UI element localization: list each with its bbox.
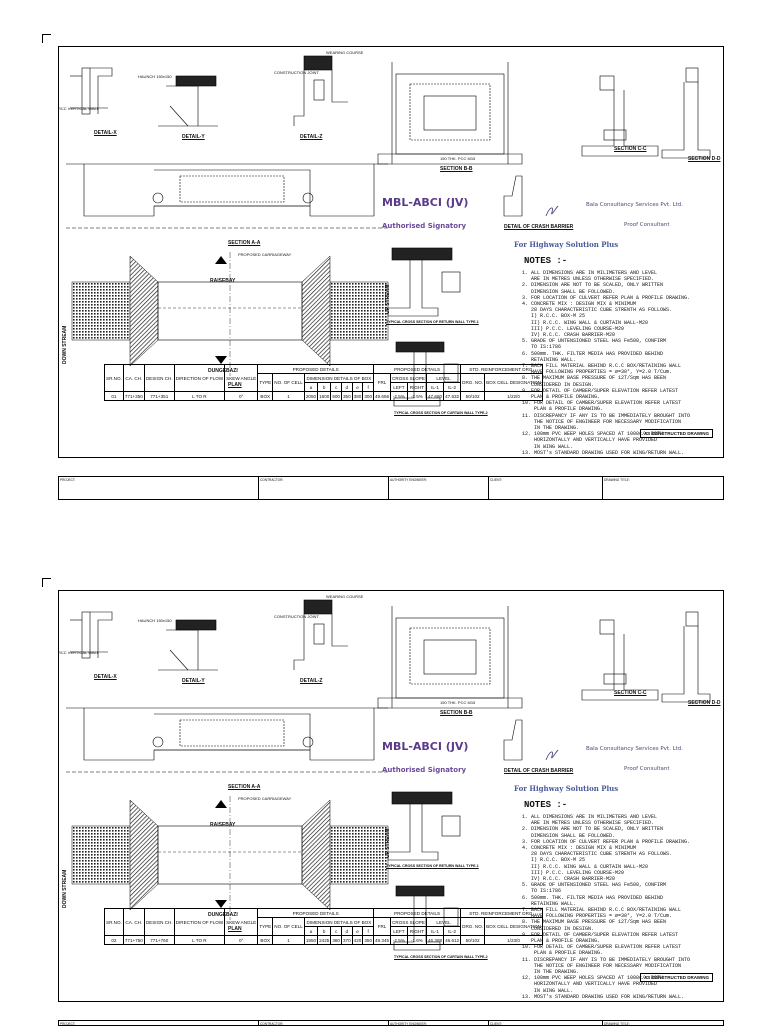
note-line: THE NOTICE OF ENGINEER FOR NECESSARY MODIFICATION [522,962,682,969]
th-box-cell: BOX CELL DESIGNATION [485,918,543,936]
label-detail-x: DETAIL-X [94,674,117,680]
label-dungebazi: DUNGEBAZI [208,368,238,374]
note-line: IN WING WALL. [522,443,574,450]
label-construction-joint: CONSTRUCTION JOINT [274,614,319,619]
table-cell: 50/102 [461,936,485,945]
th-design-ch: DESIGN CH. [144,365,174,392]
th-direction: DIRECTION OF FLOW [174,909,224,936]
stamp-authorised-signatory: Authorised Signatory [382,766,467,774]
tb-contractor-label: CONTRACTOR: [260,478,284,482]
crash-barrier-drawing [504,720,522,760]
note-line: 13. MOST's STANDARD DRAWING USED FOR WING/RETURN WALL. [522,449,685,456]
table-cell: 771+750 [124,937,143,943]
note-line: CONSIDERED IN DESIGN. [522,381,595,388]
table-cell: 370 [342,937,351,943]
note-line: IV) R.C.C. CRASH BARRIER-M20 [522,876,616,883]
label-up-stream: UP STREAM [385,828,391,858]
label-section-cc: SECTION C-C [614,690,647,696]
note-line: 28 DAYS CHARACTERISTIC CUBE STRENTH AS FOLLOWS. [522,307,673,314]
label-section-bb: SECTION B-B [440,166,473,172]
th-a: a [304,383,317,392]
label-typical-cross-2: TYPICAL CROSS SECTION OF CURTAIN WALL TYPE-2 [394,411,488,415]
title-block-1 [58,476,724,500]
label-pcc: 150 THK. PCC M15 [440,156,476,161]
table-cell: -2.5% [391,392,408,401]
table-cell: 1950 [305,937,317,943]
note-line: 5. GRADE OF UNTENSIONED STEEL HAS Fe500, CONFIRM [522,338,667,345]
label-detail-z: DETAIL-Z [300,678,323,684]
th-group-proposed: PROPOSED DETAILS [258,909,374,918]
sheet-corner-mark [42,34,51,43]
note-line: 3. FOR LOCATION OF CULVERT REFER PLAN & PROFILE DRAWING. [522,838,691,845]
th-no-cell: NO. OF CELL [273,374,305,392]
th-left: LEFT [391,927,408,936]
th-left: LEFT [391,383,408,392]
note-line: III) P.C.C. LEVELING COURSE-M20 [522,869,625,876]
note-line: DIMENSION SHALL BE FOLLOWED. [522,832,616,839]
table-cell: 1/23/0 [485,936,543,945]
section-aa-drawing [66,708,388,772]
th-ca-ch: CA. CH. [123,365,144,392]
note-line: PLAN & PROFILE DRAWING. [522,406,604,413]
label-section-cc: SECTION C-C [614,146,647,152]
table-cell: 01 [105,392,124,401]
note-line: IN WING WALL. [522,987,574,994]
th-b: b [318,383,331,392]
note-line: TO IS:1786 [522,344,562,351]
table-cell: 380 [353,393,362,399]
th-f: f [363,927,374,936]
th-srno: SR.NO. [105,365,124,392]
label-plan: PLAN [228,382,242,388]
note-line: IV) R.C.C. CRASH BARRIER-M20 [522,332,616,339]
note-line: TO IS:1786 [522,888,562,895]
table-cell: 1600 [319,393,330,399]
table-cell: BOX [258,936,273,945]
note-line: 2. DIMENSION ARE NOT TO BE SCALED, ONLY WRITTEN [522,282,664,289]
label-haunch: HAUNCH 150x150 [138,618,172,623]
detail-z-drawing [294,56,348,126]
label-wearing-course: WEARING COURSE [326,594,364,599]
note-line: HAVE FOLLOWING PROPERTIES = ø=30°, Y=2.0 T/Cum. [522,369,673,376]
table-cell: 420 [353,937,362,943]
th-drg-no: DRG. NO. [461,918,485,936]
stamp-highway-solution-plus: For Highway Solution Plus [514,240,619,249]
note-line: 9. FOR DETAIL OF CAMBER/SUPER ELEVATION REFER LATEST [522,931,679,938]
th-right: RIGHT [407,383,426,392]
note-line: 7. BACK FILL MATERIAL BEHIND R.C.C BOX/RETAINING WALL [522,907,682,914]
table-cell: L TO R [174,936,224,945]
tb-client-label: CLIENT: [490,478,502,482]
drawing-sheet-2 [42,578,730,1010]
note-line: ARE IN METRES UNLESS OTHERWISE SPECIFIED. [522,276,655,283]
section-bb-drawing [378,606,522,708]
table-cell: 50/102 [461,392,485,401]
stamp-highway-solution-plus: For Highway Solution Plus [514,784,619,793]
table-cell: 1 [273,392,305,401]
note-line: DIMENSION SHALL BE FOLLOWED. [522,288,616,295]
note-line: THE NOTICE OF ENGINEER FOR NECESSARY MODIFICATION [522,418,682,425]
th-drg-no: DRG. NO. [461,374,485,392]
th-group-std: STD. REINFORCEMENT DRG. [461,909,543,918]
th-c: c [331,927,342,936]
table-row [105,392,543,401]
table-cell: 02 [105,936,124,945]
stamp-proof-consultant: Proof Consultant [624,766,670,772]
table-cell: 47.680 [428,393,443,399]
detail-z-drawing [294,600,348,670]
label-section-dd: SECTION D-D [688,700,721,706]
note-line: 8. THE MAXIMUM BASE PRESSURE OF 12T/Sqm HAS BEEN [522,375,667,382]
note-line: 10. FOR DETAIL OF CAMBER/SUPER ELEVATION REFER LATEST [522,944,682,951]
label-dungebazi: DUNGEBAZI [208,912,238,918]
label-section-aa: SECTION A-A [228,240,261,246]
plan-drawing [72,796,388,920]
th-skew: SKEW ANGLE [225,365,258,392]
table-cell: 300 [364,393,372,399]
th-il1: IL-1 [427,383,444,392]
tb-client [489,477,603,499]
table-cell: 49.656 [375,393,390,399]
table-cell: 49.345 [375,937,390,943]
th-b: b [318,927,331,936]
th-level: LEVEL [427,374,461,383]
note-line: PLAN & PROFILE DRAWING. [522,394,601,401]
th-a: a [304,927,317,936]
th-group-level: PROPOSED DETAILS [374,365,461,374]
label-detail-y: DETAIL-Y [182,134,205,140]
th-type: TYPE [258,374,273,392]
th-ca-ch: CA. CH. [123,909,144,936]
note-line: 1. ALL DIMENSIONS ARE IN MILIMETERS AND LEVEL [522,814,658,820]
th-design-ch: DESIGN CH. [144,909,174,936]
table-cell: 350 [342,393,351,399]
table-cell: -1.6% [407,936,426,945]
section-dd-drawing [662,612,710,702]
th-il1: IL-1 [427,927,444,936]
label-construction-joint: CONSTRUCTION JOINT [274,70,319,75]
th-group-proposed: PROPOSED DETAILS [258,365,374,374]
note-line: 3. FOR LOCATION OF CULVERT REFER PLAN & PROFILE DRAWING. [522,294,691,301]
detail-y-drawing [158,620,218,670]
label-raisebay: RAISEBAY [210,822,236,828]
signature-mark [544,204,560,218]
table-cell: 771+350 [124,393,143,399]
note-line: HORIZONTALLY AND VERTICALLY HAVE PROVIDED [522,981,658,988]
signature-mark [544,748,560,762]
label-detail-y: DETAIL-Y [182,678,205,684]
note-line: 6. 500mm. THK. FILTER MEDIA HAS PROVIDED BEHIND [522,894,664,901]
stamp-mbl-abci: MBL-ABCI (JV) [382,196,469,209]
label-crash-barrier: DETAIL OF CRASH BARRIER [504,768,574,774]
notes-title: NOTES :- [524,800,568,810]
culvert-details-table [104,908,543,945]
th-f: f [363,383,374,392]
label-section-bb: SECTION B-B [440,710,473,716]
note-line: ARE IN METRES UNLESS OTHERWISE SPECIFIED. [522,820,655,827]
table-cell: BOX [258,392,273,401]
label-section-aa: SECTION A-A [228,784,261,790]
th-group-std: STD. REINFORCEMENT DRG. [461,365,543,374]
label-rcc-vertical-wall: RCC VERTICAL WALL [58,650,99,655]
table-cell: 771+760 [144,936,174,945]
note-line: RETAINING WALL. [522,356,577,363]
detail-y-drawing [158,76,218,126]
note-line: 4. CONCRETE MIX : DESIGN MIX & MINIMUM [522,301,637,308]
tb2-project-label: PROJECT: [60,1022,76,1026]
label-plan: PLAN [228,926,242,932]
crash-barrier-drawing [504,176,522,216]
tb-contractor [259,477,389,499]
th-level: LEVEL [427,918,461,927]
stamp-bala-consultancy: Bala Consultancy Services Pvt. Ltd. [586,746,684,752]
stamp-authorised-signatory: Authorised Signatory [382,222,467,230]
note-line: 11. DISCREPANCY IF ANY IS TO BE IMMEDIATELY BROUGHT INTO [522,412,691,419]
label-typical-cross-1: TYPICAL CROSS SECTION OF RETURN WALL TYPE-1 [386,320,479,324]
th-cross-slope: CROSS SLOPE [392,375,425,381]
note-line: CONSIDERED IN DESIGN. [522,925,595,932]
note-line: 11. DISCREPANCY IF ANY IS TO BE IMMEDIATELY BROUGHT INTO [522,956,691,963]
table-cell: 1/22/0 [485,392,543,401]
th-c: c [331,383,342,392]
label-detail-x: DETAIL-X [94,130,117,136]
th-type: TYPE [258,918,273,936]
note-line: 5. GRADE OF UNTENSIONED STEEL HAS Fe500, CONFIRM [522,882,667,889]
table-cell: -2.5% [407,392,426,401]
th-skew: SKEW ANGLE [225,909,258,936]
stamp-mbl-abci: MBL-ABCI (JV) [382,740,469,753]
tb2-contractor-label: CONTRACTOR: [260,1022,284,1026]
th-box-cell: BOX CELL DESIGNATION [485,374,543,392]
table-cell: 500 [332,393,340,399]
title-block-2 [58,1020,724,1026]
section-cc-drawing [582,76,658,156]
label-proposed-carriageway: PROPOSED CARRIAGEWAY [238,252,292,257]
table-cell: 2425 [319,937,330,943]
note-line: II) R.C.C. WING WALL & CURTAIN WALL-M20 [522,319,649,326]
tb-drawing-label: DRAWING TITLE: [604,478,630,482]
stamp-bala-consultancy: Bala Consultancy Services Pvt. Ltd. [586,202,684,208]
th-e: e [352,383,363,392]
table-cell: 1 [273,936,305,945]
as-constructed-badge: AS CONSTRUCTED DRAWING [640,973,713,982]
table-cell: 0° [225,392,258,401]
th-srno: SR.NO. [105,909,124,936]
note-line: 12. 100mm PVC WEEP HOLES SPACED AT 1000c/c BOTH [522,975,664,982]
label-proposed-carriageway: PROPOSED CARRIAGEWAY [238,796,292,801]
th-group-level: PROPOSED DETAILS [374,909,461,918]
note-line: HAVE FOLLOWING PROPERTIES = ø=30°, Y=2.0 T/Cum. [522,913,673,920]
th-d: d [341,383,352,392]
th-d: d [341,927,352,936]
note-line: IN THE DRAWING. [522,425,580,432]
note-line: 13. MOST's STANDARD DRAWING USED FOR WING/RETURN WALL. [522,993,685,1000]
th-no-cell: NO. OF CELL [273,918,305,936]
sheet-corner-mark [42,578,51,587]
note-line: IN THE DRAWING. [522,969,580,976]
note-line: 8. THE MAXIMUM BASE PRESSURE OF 12T/Sqm HAS BEEN [522,919,667,926]
table-cell: 46.388 [428,937,443,943]
note-line: 12. 100mm PVC WEEP HOLES SPACED AT 1000c/c BOTH [522,431,664,438]
section-dd-drawing [662,68,710,158]
label-crash-barrier: DETAIL OF CRASH BARRIER [504,224,574,230]
note-line: HORIZONTALLY AND VERTICALLY HAVE PROVIDED [522,437,658,444]
table-cell: -2.5% [391,936,408,945]
note-line: I) R.C.C. BOX-M 25 [522,857,586,864]
table-cell: 47.632 [445,393,460,399]
th-right: RIGHT [407,927,426,936]
label-haunch: HAUNCH 150x150 [138,74,172,79]
as-constructed-badge: AS CONSTRUCTED DRAWING [640,429,713,438]
label-typical-cross-2: TYPICAL CROSS SECTION OF CURTAIN WALL TYPE-2 [394,955,488,959]
th-group-box: DIMENSION DETAILS OF BOX [304,374,373,383]
section-bb-drawing [378,62,522,164]
tb-authority [389,477,489,499]
label-typical-cross-1: TYPICAL CROSS SECTION OF RETURN WALL TYPE-1 [386,864,479,868]
label-up-stream: UP STREAM [385,284,391,314]
label-pcc: 150 THK. PCC M15 [440,700,476,705]
th-frl: FRL [374,918,391,936]
th-group-box: DIMENSION DETAILS OF BOX [304,918,373,927]
note-line: PLAN & PROFILE DRAWING. [522,938,601,945]
table-row [105,936,543,945]
label-rcc-vertical-wall: RCC VERTICAL WALL [58,106,99,111]
tb-project-label: PROJECT: [60,478,76,482]
stamp-proof-consultant: Proof Consultant [624,222,670,228]
table-cell: 380 [332,937,340,943]
tb-authority-label: AUTHORITY ENGINEER: [390,478,427,482]
note-line: 10. FOR DETAIL OF CAMBER/SUPER ELEVATION REFER LATEST [522,400,682,407]
note-line: 2. DIMENSION ARE NOT TO BE SCALED, ONLY WRITTEN [522,826,664,833]
tb-project [59,477,259,499]
note-line: I) R.C.C. BOX-M 25 [522,313,586,320]
tb2-drawing-label: DRAWING TITLE: [604,1022,630,1026]
section-aa-drawing [66,164,388,228]
table-cell: 46.612 [445,937,460,943]
drawing-sheet-1 [42,34,730,466]
th-direction: DIRECTION OF FLOW [174,365,224,392]
note-line: 9. FOR DETAIL OF CAMBER/SUPER ELEVATION REFER LATEST [522,387,679,394]
table-cell: 350 [364,937,372,943]
note-line: PLAN & PROFILE DRAWING. [522,950,604,957]
note-line: III) P.C.C. LEVELING COURSE-M20 [522,325,625,332]
label-detail-z: DETAIL-Z [300,134,323,140]
note-line: 1. ALL DIMENSIONS ARE IN MILIMETERS AND LEVEL [522,270,658,276]
th-frl: FRL [374,374,391,392]
plan-drawing [72,252,388,376]
th-e: e [352,927,363,936]
label-down-stream: DOWN STREAM [62,325,68,364]
note-line: 6. 500mm. THK. FILTER MEDIA HAS PROVIDED BEHIND [522,350,664,357]
label-wearing-course: WEARING COURSE [326,50,364,55]
note-line: II) R.C.C. WING WALL & CURTAIN WALL-M20 [522,863,649,870]
th-il2: IL-2 [444,927,461,936]
section-cc-drawing [582,620,658,700]
label-down-stream: DOWN STREAM [62,869,68,908]
th-il2: IL-2 [444,383,461,392]
th-cross-slope: CROSS SLOPE [392,919,425,925]
culvert-details-table [104,364,543,401]
table-cell: L TO R [174,392,224,401]
table-cell: 771+351 [144,392,174,401]
table-cell: 0° [225,936,258,945]
label-section-dd: SECTION D-D [688,156,721,162]
table-cell: 2050 [305,393,317,399]
tb2-authority-label: AUTHORITY ENGINEER: [390,1022,427,1026]
note-line: 28 DAYS CHARACTERISTIC CUBE STRENTH AS FOLLOWS. [522,851,673,858]
tb-drawing [603,477,723,499]
tb2-client-label: CLIENT: [490,1022,502,1026]
label-raisebay: RAISEBAY [210,278,236,284]
note-line: 7. BACK FILL MATERIAL BEHIND R.C.C BOX/RETAINING WALL [522,363,682,370]
note-line: RETAINING WALL. [522,900,577,907]
note-line: 4. CONCRETE MIX : DESIGN MIX & MINIMUM [522,845,637,852]
notes-title: NOTES :- [524,256,568,266]
